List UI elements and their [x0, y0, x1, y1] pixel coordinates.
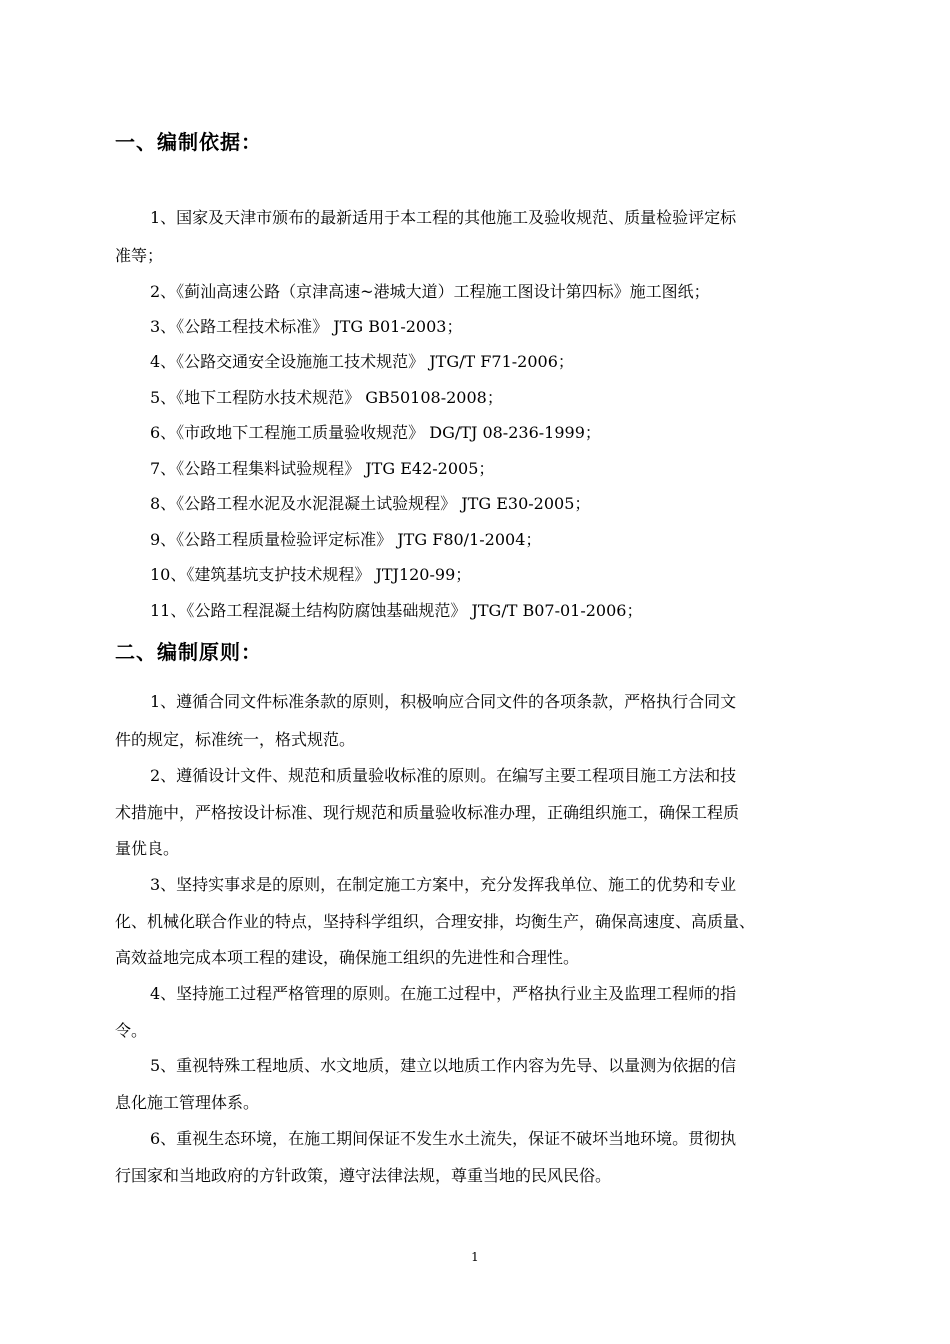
section-heading-basis: 一、编制依据： — [115, 130, 262, 154]
principle-1-line-1: 1、遵循合同文件标准条款的原则，积极响应合同文件的各项条款，严格执行合同文 — [150, 692, 737, 711]
basis-item-11: 11、《公路工程混凝土结构防腐蚀基础规范》 JTG/T B07-01-2006； — [150, 601, 643, 620]
principle-5-line-2: 息化施工管理体系。 — [115, 1093, 260, 1112]
basis-item-7: 7、《公路工程集料试验规程》 JTG E42-2005； — [150, 459, 495, 478]
principle-2-line-2: 术措施中，严格按设计标准、现行规范和质量验收标准办理，正确组织施工，确保工程质 — [115, 803, 740, 822]
principle-3-line-2: 化、机械化联合作业的特点，坚持科学组织，合理安排，均衡生产，确保高速度、高质量、 — [115, 912, 756, 931]
page-number: 1 — [471, 1250, 479, 1264]
section-heading-principles: 二、编制原则： — [115, 640, 262, 664]
principle-6-line-1: 6、重视生态环境，在施工期间保证不发生水土流失，保证不破坏当地环境。贯彻执 — [150, 1129, 737, 1148]
basis-item-4: 4、《公路交通安全设施施工技术规范》 JTG/T F71-2006； — [150, 352, 574, 371]
basis-item-10: 10、《建筑基坑支护技术规程》 JTJ120-99； — [150, 565, 472, 584]
principle-4-line-1: 4、坚持施工过程严格管理的原则。在施工过程中，严格执行业主及监理工程师的指 — [150, 984, 737, 1003]
basis-item-2: 2、《蓟汕高速公路（京津高速~港城大道）工程施工图设计第四标》施工图纸； — [150, 282, 710, 301]
basis-item-5: 5、《地下工程防水技术规范》 GB50108-2008； — [150, 388, 503, 407]
principle-2-line-3: 量优良。 — [115, 839, 180, 858]
principle-2-line-1: 2、遵循设计文件、规范和质量验收标准的原则。在编写主要工程项目施工方法和技 — [150, 766, 737, 785]
principle-3-line-3: 高效益地完成本项工程的建设，确保施工组织的先进性和合理性。 — [115, 948, 580, 967]
basis-item-3: 3、《公路工程技术标准》 JTG B01-2003； — [150, 317, 463, 336]
basis-item-6: 6、《市政地下工程施工质量验收规范》 DG/TJ 08-236-1999； — [150, 423, 601, 442]
basis-item-9: 9、《公路工程质量检验评定标准》 JTG F80/1-2004； — [150, 530, 542, 549]
basis-item-8: 8、《公路工程水泥及水泥混凝土试验规程》 JTG E30-2005； — [150, 494, 591, 513]
basis-item-1-cont: 准等； — [115, 246, 164, 265]
principle-6-line-2: 行国家和当地政府的方针政策，遵守法律法规，尊重当地的民风民俗。 — [115, 1166, 612, 1185]
basis-item-1: 1、国家及天津市颁布的最新适用于本工程的其他施工及验收规范、质量检验评定标 — [150, 208, 737, 227]
principle-5-line-1: 5、重视特殊工程地质、水文地质，建立以地质工作内容为先导、以量测为依据的信 — [150, 1056, 737, 1075]
principle-4-line-2: 令。 — [115, 1021, 148, 1040]
principle-1-line-2: 件的规定，标准统一，格式规范。 — [115, 730, 356, 749]
principle-3-line-1: 3、坚持实事求是的原则，在制定施工方案中，充分发挥我单位、施工的优势和专业 — [150, 875, 737, 894]
